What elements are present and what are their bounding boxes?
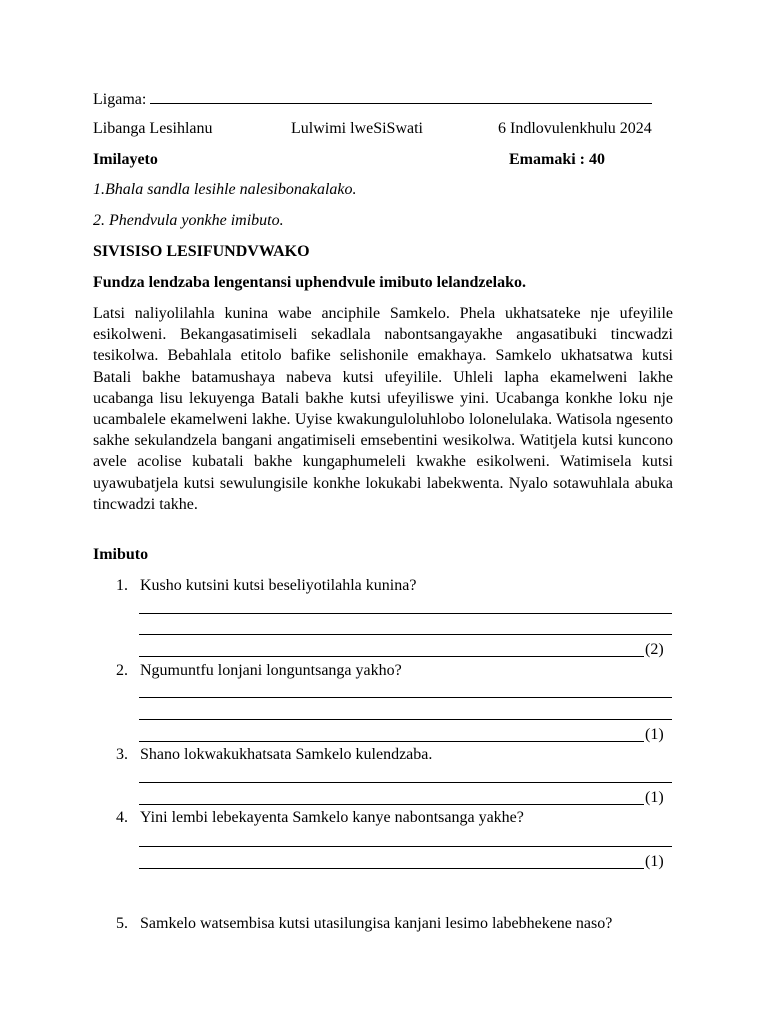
answer-line[interactable] (139, 804, 644, 805)
language-label: Lulwimi lweSiSwati (291, 120, 423, 137)
question-text: Ngumuntfu lonjani longuntsanga yakho? (140, 662, 402, 679)
section-instruction: Fundza lendzaba lengentansi uphendvule imibuto lelandzelako. (93, 274, 526, 291)
answer-line[interactable] (139, 846, 672, 847)
answer-line[interactable] (139, 634, 672, 635)
question-number: 1. (116, 577, 128, 594)
question-marks: (1) (645, 726, 664, 743)
name-label: Ligama: (93, 91, 147, 108)
exam-type-row (0, 150, 768, 170)
question-marks: (1) (645, 853, 664, 870)
reading-passage: Latsi naliyolilahla kunina wabe anciphile Samkelo. Phela ukhatsateke nje ufeyilile esikolweni. Bekangasatimiseli sekadlala nabontsangayakhe angasatibuki tincwadzi tesikolwa. Bebahlala etitolo bafike selishonile emakhaya. Samkelo ukhatsatwa kutsi Batali bakhe batamushaya nabeva kutsi ufeyilile. Uhleli lapha ekamelweni lakhe ucabanga lisu lekuyenga Batali bakhe kutsi ufeyiliswe yini. Ucabanga konkhe loku nje ucambalele ekamelweni lakhe. Uyise kwakunguloluhlobo lolonelulaka. Watisola ngesento sakhe sekulandzela bangani angatimiseli emsebentini wesikolwa. Watitjela kutsi kuncono avele acolise kubatali bakhe kungaphumeleli kwakhe esikolweni. Watimisela kutsi uyawubatjela kutsi sewulungisile konkhe lokukabi labekwenta. Nyalo sotawuhlala abuka tincwadzi takhe. (93, 305, 673, 513)
question-number: 4. (116, 809, 128, 826)
answer-line[interactable] (139, 697, 672, 698)
question-marks: (1) (645, 789, 664, 806)
answer-line[interactable] (139, 613, 672, 614)
question-text: Shano lokwakukhatsata Samkelo kulendzaba. (140, 746, 433, 763)
section-title: SIVISISO LESIFUNDVWAKO (93, 243, 310, 260)
question-text: Kusho kutsini kutsi beseliyotilahla kunina? (140, 577, 417, 594)
question-number: 5. (116, 915, 128, 932)
name-line (93, 88, 652, 110)
instruction-2: 2. Phendvula yonkhe imibuto. (93, 212, 284, 229)
answer-line[interactable] (139, 868, 644, 869)
answer-line[interactable] (139, 656, 644, 657)
name-underline (150, 88, 652, 104)
total-marks: Emamaki : 40 (509, 151, 605, 168)
exam-date: 6 Indlovulenkhulu 2024 (498, 120, 652, 137)
header-meta-row (0, 119, 768, 139)
instruction-1: 1.Bhala sandla lesihle nalesibonakalako. (93, 181, 357, 198)
answer-line[interactable] (139, 741, 644, 742)
question-marks: (2) (645, 641, 664, 658)
questions-title: Imibuto (93, 546, 149, 563)
question-text: Yini lembi lebekayenta Samkelo kanye nabontsanga yakhe? (140, 809, 524, 826)
question-number: 2. (116, 662, 128, 679)
answer-line[interactable] (139, 719, 672, 720)
subject-label: Libanga Lesihlanu (93, 120, 213, 137)
exam-type: Imilayeto (93, 151, 158, 168)
answer-line[interactable] (139, 782, 672, 783)
question-text: Samkelo watsembisa kutsi utasilungisa kanjani lesimo labebhekene naso? (140, 915, 613, 932)
question-number: 3. (116, 746, 128, 763)
